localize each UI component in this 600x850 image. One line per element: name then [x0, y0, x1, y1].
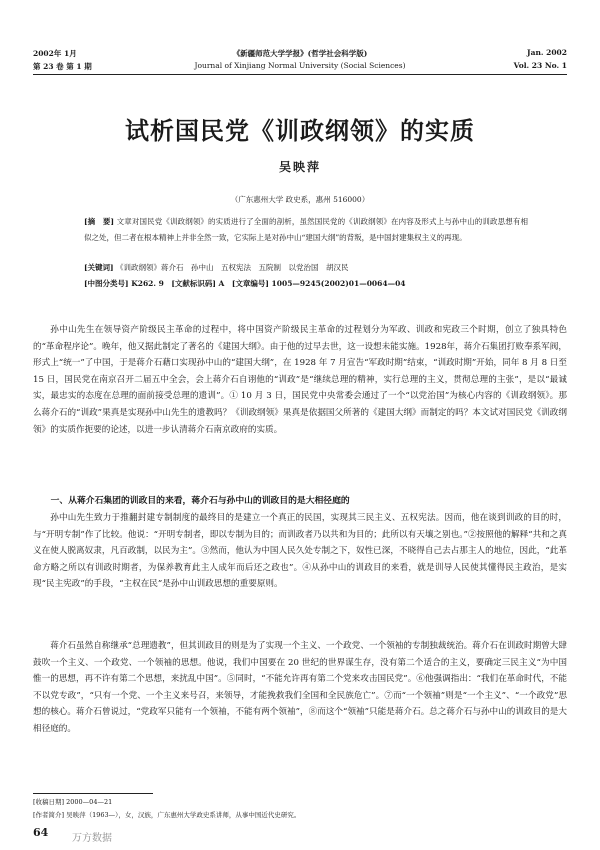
author-bio: [作者简介] 吴映萍（1963—），女，汉族，广东惠州大学政史系讲师，从事中国近代史研究。: [33, 811, 301, 819]
keywords-label: [关键词]: [84, 263, 114, 272]
section-1-heading: 一、从蒋介石集团的训政目的来看，蒋介石与孙中山的训政目的是大相径庭的: [50, 496, 350, 506]
abstract: [84, 214, 528, 245]
intro-paragraph: 孙中山先生在领导资产阶级民主革命的过程中，将中国资产阶级民主革命的过程划分为军政、训政和宪政三个时期，创立了独具特色的“革命程序论”。晚年，他又据此制定了著名的《建国大纲》。由于他的过早去世，这一设想未能实施。1928年，蒋介石集团打败奉系军阀，形式上“统一”了中国，于是蒋介石藉口实现孙中山的“建国大纲”，在 1928 年 7 月宣告“军政时期”结束，“训政时期”开始，同年 8 月 8 日至 15 日，国民党在南京召开二届五中全会，会上蒋介石自诩他的“训政”是“继续总理的精神，实行总理的主义，贯彻总理的主张”，是以“最诚实，最忠实的态度在总理的面前接受总理的遗训”。① 10 月 3 日，国民党中央常委会通过了一个“以党治国”为核心内容的《训政纲领》。那么蒋介石的“训政”果真是实现孙中山先生的遗教吗？《训政纲领》果真是依据国父所著的《建国大纲》而制定的吗？本文试对国民党《训政纲领》的实质作扼要的论述，以进一步认清蒋介石南京政府的实质。: [33, 325, 567, 435]
article-title: 试析国民党《训政纲领》的实质: [125, 116, 475, 145]
watermark: 万方数据: [72, 833, 112, 844]
section-1-paragraph-1: 孙中山先生致力于推翻封建专制制度的最终目的是建立一个真正的民国，实现其三民主义、五权宪法。因而，他在谈到训政的目的时，与“开明专制”作了比较。他说：“开明专制者，即以专制为目的；而训政者乃以共和为目的；此所以有天壤之别也。”②按照他的解释“共和之真义在使人脱离奴隶，凡百政制，以民为主”。③然而，他认为中国人民久处专制之下，奴性已深，不晓得自己去占那主人的地位，因此，“此革命方略之所以有训政时期者，为保养教育此主人成年而后还之政也”。④从孙中山的训政目的来看，就是训导人民使其懂得民主政治，是实现“民主宪政”的手段，“主权在民”是孙中山训政思想的重要原则。: [33, 513, 567, 590]
header-date: 2002年 1月: [33, 49, 77, 58]
abstract-text: 文章对国民党《训政纲领》的实质进行了全面的剖析，虽然国民党的《训政纲领》在内容及形式上与孙中山的训政思想有相似之处，但二者在根本精神上并非全然一致，它实际上是对孙中山“建国大纲”的背叛，是中国封建集权主义的再现。: [84, 217, 529, 242]
section-1-paragraph-2: 蒋介石虽然自称继承“总理遗教”，但其训政目的则是为了实现一个主义、一个政党、一个领袖的专制独裁统治。蒋介石在训政时期曾大肆鼓吹一个主义、一个政党、一个领袖的思想。他说，我们中国要在 20 世纪的世界谋生存，没有第二个适合的主义，要确定三民主义“为中国惟一的思想，再不许有第二个思想，来扰乱中国”。⑤同时，“不能允许再有第二个党来攻击国民党”。⑥他强调指出：“我们在革命时代，不能不以党专政”，“只有一个党、一个主义来号召，来领导，才能挽救我们全国和全民族危亡”。⑦而“一个领袖”则是“一个主义”、“一个政党”思想的核心。蒋介石曾说过，“党政军只能有一个领袖，不能有两个领袖”，⑧而这个“领袖”只能是蒋介石。总之蒋介石与孙中山的训政目的是大相径庭的。: [33, 641, 567, 734]
header-volume-en: Vol. 23 No. 1: [513, 61, 567, 70]
received-date: [收稿日期] 2000—04—21: [33, 798, 113, 806]
journal-name-cn: 《新疆师范大学学报》(哲学社会科学版): [232, 49, 368, 58]
header-volume: 第 23 卷 第 1 期: [33, 62, 92, 71]
footnote-rule: [33, 793, 153, 794]
page-number: 64: [33, 826, 49, 839]
header-rule: [33, 74, 567, 75]
classification-line: [中图分类号] K262. 9 [文献标识码] A [文章编号] 1005—9245(2002)01—0064—04: [84, 279, 406, 288]
keywords: [84, 262, 528, 274]
author-affiliation: （广东惠州大学 政史系，惠州 516000）: [230, 195, 370, 204]
article-author: 吴映萍: [278, 160, 321, 174]
journal-name-en: Journal of Xinjiang Normal University (Social Sciences): [194, 61, 406, 70]
keywords-text: 《训政纲领》蒋介石 孙中山 五权宪法 五院制 以党治国 胡汉民: [116, 263, 349, 272]
header-date-en: Jan. 2002: [527, 48, 567, 57]
abstract-label: [摘 要]: [84, 217, 115, 226]
